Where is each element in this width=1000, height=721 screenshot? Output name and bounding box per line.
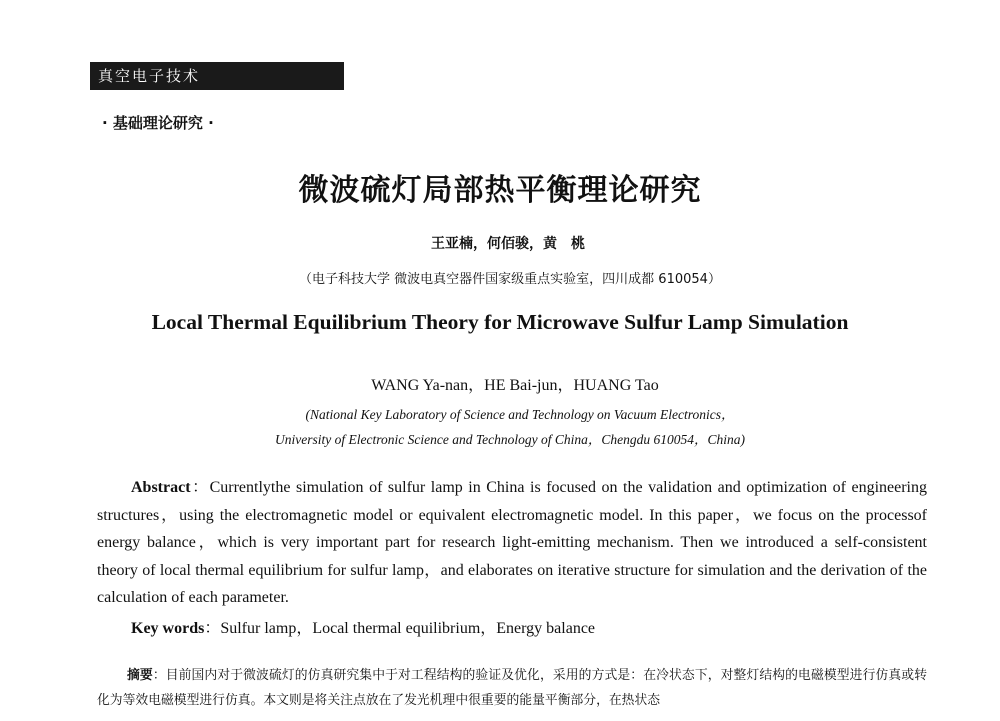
paper-title-chinese: 微波硫灯局部热平衡理论研究 [298,173,702,208]
abstract-cn-text: ：目前国内对于微波硫灯的仿真研究集中于对工程结构的验证及优化，采用的方式是：在冷状态下，对整灯结构的电磁模型进行仿真或转化为等效电磁模型进行仿真。本文则是将关注点放在了发光机理中很重要的能量平衡部分，在热状态 [97,668,928,708]
abstract-text: ：Currentlythe simulation of sulfur lamp in China is focused on the validation and optimization of engineering structures，using the electromagnetic model or equivalent electromagnetic model. In this paper，we focus on the processof energy balance，which is very important part for research light-emitting mechanism. Then we introduced a self-consistent theory of local thermal equilibrium for sulfur lamp，and elaborates on iterative structure for simulation and the derivation of the calculation of each parameter. [97,479,927,607]
affiliation-english-line1: (National Key Laboratory of Science and Technology on Vacuum Electronics， [305,407,735,422]
affiliation-chinese: （电子科技大学 微波电真空器件国家级重点实验室，四川成都 610054） [299,272,721,287]
abstract-english [97,474,927,612]
paper-title-english: Local Thermal Equilibrium Theory for Microwave Sulfur Lamp Simulation [151,310,849,334]
authors-chinese: 王亚楠，何佰骏，黄 桃 [431,236,585,252]
section-label: · 基础理论研究 · [102,114,214,132]
authors-english: WANG Ya-nan，HE Bai-jun，HUANG Tao [371,377,659,394]
journal-name-banner: 真空电子技术 [90,62,344,90]
abstract-chinese [97,663,927,713]
affiliation-english-line2: University of Electronic Science and Technology of China，Chengdu 610054，China) [275,432,745,447]
abstract-label: Abstract [131,479,191,496]
keywords-english [131,615,595,638]
abstract-cn-label: 摘要 [127,668,153,683]
keywords-label: Key words [131,620,205,637]
keywords-text: ：Sulfur lamp，Local thermal equilibrium，Energy balance [204,620,596,637]
